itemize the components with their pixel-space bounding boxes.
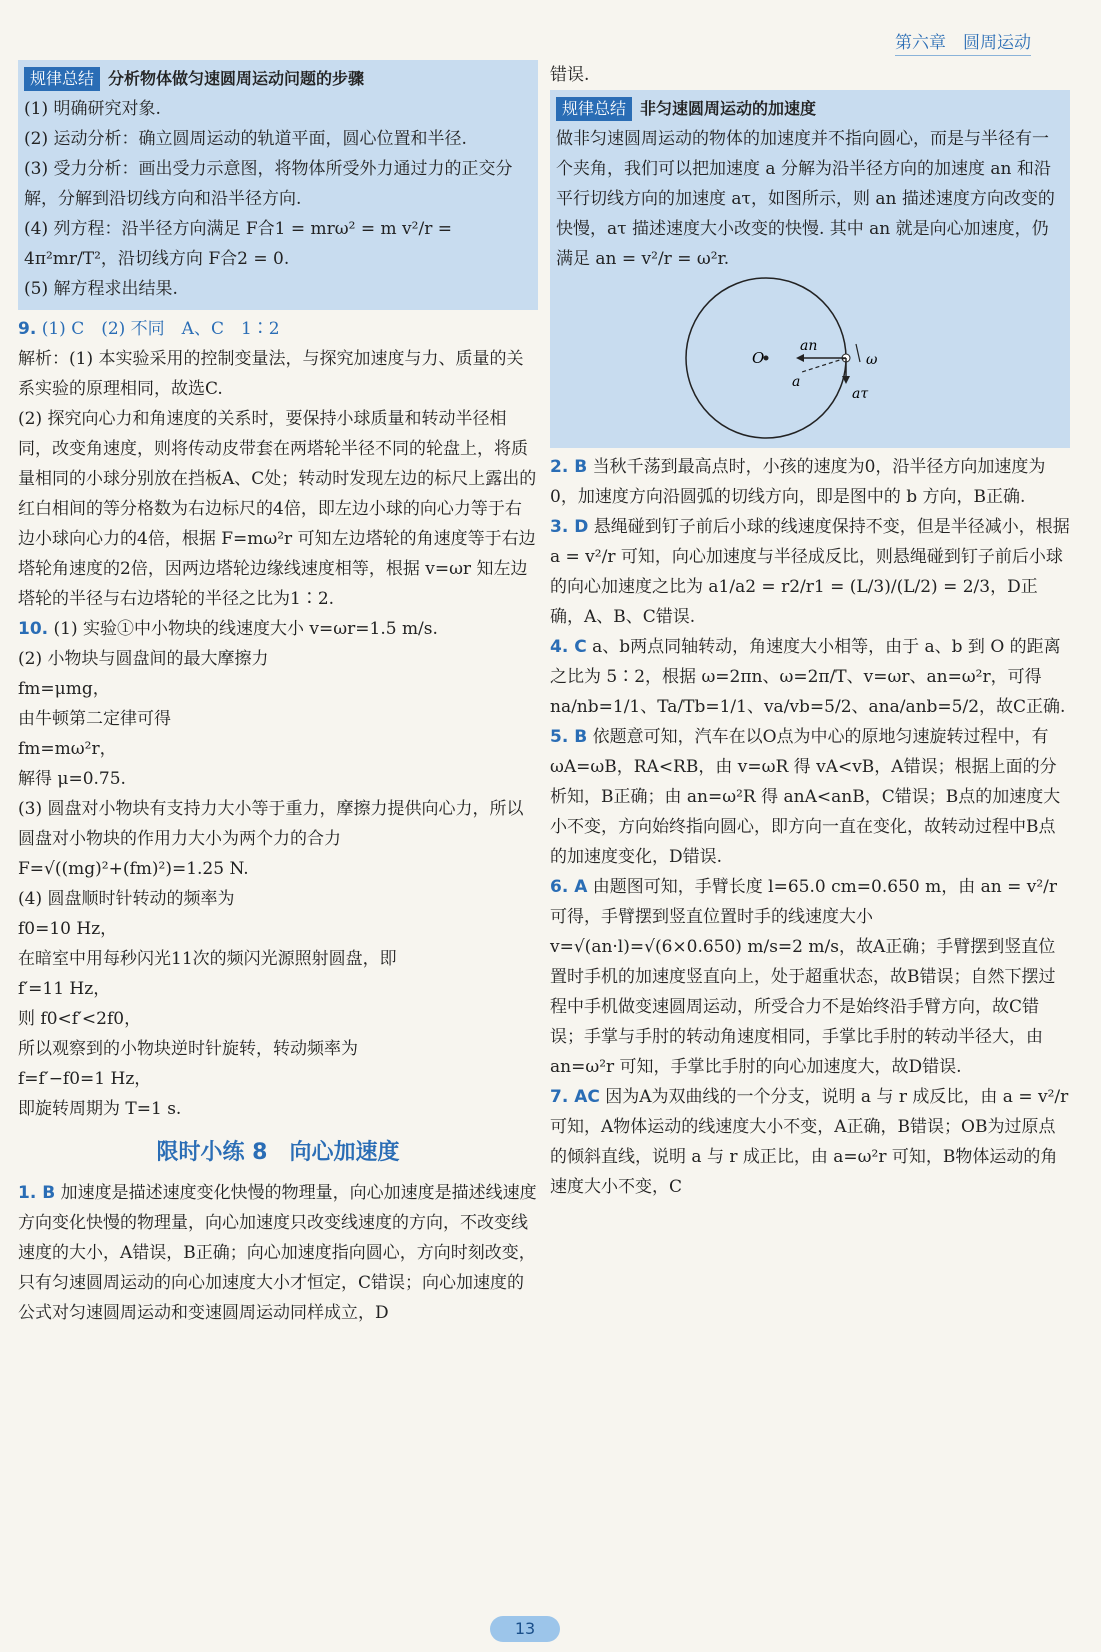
acceleration-diagram [556, 274, 1056, 442]
answer-item-number: 4. C [550, 637, 587, 657]
section-answer-1-number: 1. B [18, 1183, 56, 1203]
answer-9-explanation: 解析：(1) 本实验采用的控制变量法，与探究加速度与力、质量的关系实验的原理相同，故选C. [18, 349, 524, 399]
summary-line: (5) 解方程求出结果. [24, 279, 178, 299]
answer-10-line: 由牛顿第二定律可得 [18, 709, 171, 729]
answer-item [550, 632, 1070, 722]
summary-title: 非匀速圆周运动的加速度 [640, 99, 817, 118]
label-at: aτ [852, 386, 869, 402]
answer-item-text: 依题意可知，汽车在以O点为中心的原地匀速旋转过程中，有 ωA=ωB，RA<RB，由 v=ωR 得 vA<vB，A错误；根据上面的分析知，B正确；由 an=ω²R 得 anA<anB，C错误；B点的加速度大小不变，方向始终指向圆心，即方向一直在变化，故转动过程中B点的加速度变化，D错误. [550, 727, 1061, 867]
answer-item [550, 722, 1070, 872]
answer-10-number: 10. [18, 619, 49, 639]
answer-10-line: fm=mω²r， [18, 739, 117, 759]
label-omega: ω [866, 352, 878, 368]
answer-item-number: 2. B [550, 457, 588, 477]
section-answer-1-text: 加速度是描述速度变化快慢的物理量，向心加速度是描述线速度方向变化快慢的物理量，向心加速度只改变线速度的方向，不改变线速度的大小，A错误，B正确；向心加速度指向圆心，方向时刻改变，只有匀速圆周运动的向心加速度大小才恒定，C错误；向心加速度的公式对匀速圆周运动和变速圆周运动同样成立，D [18, 1183, 537, 1323]
summary-tag: 规律总结 [24, 67, 100, 91]
answer-10-line: fm=μmg， [18, 679, 110, 699]
answer-item-number: 3. D [550, 517, 589, 537]
summary-tag: 规律总结 [556, 97, 632, 121]
answer-10 [18, 614, 538, 644]
answer-item-text: 因为A为双曲线的一个分支，说明 a 与 r 成反比，由 a = v²/r 可知，A物体运动的线速度大小不变，A正确，B错误；OB为过原点的倾斜直线，说明 a 与 r 成正比，由 a=ω²r 可知，B物体运动的角速度大小不变，C [550, 1087, 1069, 1197]
an-arrowhead [796, 354, 804, 362]
answer-item-text: 当秋千荡到最高点时，小孩的速度为0，沿半径方向加速度为0，加速度方向沿圆弧的切线方向，即是图中的 b 方向，B正确. [550, 457, 1046, 507]
answer-item [550, 512, 1070, 632]
answer-10-line: 解得 μ=0.75. [18, 769, 126, 789]
answer-item [550, 872, 1070, 1082]
answer-10-line: 即旋转周期为 T=1 s. [18, 1099, 182, 1119]
answer-9-explanation: (2) 探究向心力和角速度的关系时，要保持小球质量和转动半径相同，改变角速度，则将传动皮带套在两塔轮半径不同的轮盘上，将质量相同的小球分别放在挡板A、C处；转动时发现左边的标尺上露出的红白相间的等分格数为右边标尺的4倍，即左边小球的向心力等于右边小球向心力的4倍，根据 F=mω²r 可知左边塔轮的角速度等于右边塔轮角速度的2倍，因两边塔轮边缘线速度相等，根据 v=ωr 知左边塔轮的半径与右边塔轮的半径之比为1∶2. [18, 409, 537, 609]
answer-item-text: 由题图可知，手臂长度 l=65.0 cm=0.650 m，由 an = v²/r 可得，手臂摆到竖直位置时手的线速度大小 v=√(an·l)=√(6×0.650) m/s=2 m/s，故A正确；手臂摆到竖直位置时手机的加速度竖直向上，处于超重状态，故B错误；自然下摆过程中手机做变速圆周运动，所受合力不是始终沿手臂方向，故C错误；手掌与手肘的转动角速度相同，手掌比手肘的转动半径大，由 an=ω²r 可知，手掌比手肘的向心加速度大，故D错误. [550, 877, 1058, 1077]
page-number: 13 [490, 1616, 560, 1642]
answer-10-line: f=f′−f0=1 Hz， [18, 1069, 152, 1089]
label-o: O [752, 349, 765, 367]
answer-10-line: (2) 小物块与圆盘间的最大摩擦力 [18, 649, 269, 669]
answer-10-line: 在暗室中用每秒闪光11次的频闪光源照射圆盘，即 [18, 949, 397, 969]
left-column [18, 60, 538, 1328]
summary-line: (2) 运动分析：确立圆周运动的轨道平面，圆心位置和半径. [24, 129, 467, 149]
answer-10-line: (4) 圆盘顺时针转动的频率为 [18, 889, 235, 909]
answer-9-key: (1) C (2) 不同 A、C 1∶2 [41, 319, 280, 339]
answer-item-number: 5. B [550, 727, 588, 747]
summary-line: (1) 明确研究对象. [24, 99, 161, 119]
answer-item-number: 7. AC [550, 1087, 600, 1107]
answer-item [550, 452, 1070, 512]
answer-item-text: a、b两点同轴转动，角速度大小相等，由于 a、b 到 O 的距离之比为 5∶2，根据 ω=2πn、ω=2π/T、v=ωr、an=ω²r，可得 na/nb=1/1、Ta/Tb=1/1、va/vb=5/2、ana/anb=5/2，故C正确. [550, 637, 1066, 717]
rotation-arrow [856, 344, 860, 362]
continued-text: 错误. [550, 65, 590, 85]
answer-9 [18, 314, 538, 344]
summary-title: 分析物体做匀速圆周运动问题的步骤 [108, 69, 365, 88]
section-answer-1 [18, 1178, 538, 1328]
a-vector [802, 358, 846, 372]
answer-10-line: 所以观察到的小物块逆时针旋转，转动频率为 [18, 1039, 358, 1059]
summary-box-left [18, 60, 538, 310]
circle-figure [556, 274, 1064, 442]
answer-item-number: 6. A [550, 877, 588, 897]
answer-10-line: f′=11 Hz， [18, 979, 111, 999]
answer-10-line: (3) 圆盘对小物块有支持力大小等于重力，摩擦力提供向心力，所以圆盘对小物块的作用力大小为两个力的合力 [18, 799, 524, 849]
summary-line: (3) 受力分析：画出受力示意图，将物体所受外力通过力的正交分解，分解到沿切线方向和沿半径方向. [24, 159, 513, 209]
chapter-header: 第六章 圆周运动 [895, 28, 1031, 56]
summary-box-left-header [24, 64, 532, 94]
summary-text: 做非匀速圆周运动的物体的加速度并不指向圆心，而是与半径有一个夹角，我们可以把加速度 a 分解为沿半径方向的加速度 an 和沿平行切线方向的加速度 aτ，如图所示，则 an 描述速度方向改变的快慢，aτ 描述速度大小改变的快慢. 其中 an 就是向心加速度，仍满足 an = v²/r = ω²r. [556, 129, 1055, 269]
label-a: a [792, 374, 801, 390]
summary-box-right-header [556, 94, 1064, 124]
answer-10-line: 则 f0<f′<2f0， [18, 1009, 142, 1029]
answer-item [550, 1082, 1070, 1202]
answer-item-text: 悬绳碰到钉子前后小球的线速度保持不变，但是半径减小，根据 a = v²/r 可知，向心加速度与半径成反比，则悬绳碰到钉子前后小球的向心加速度之比为 a1/a2 = r2/r1 = (L/3)/(L/2) = 2/3，D正确，A、B、C错误. [550, 517, 1070, 627]
right-column [550, 60, 1070, 1202]
answer-9-number: 9. [18, 319, 37, 339]
answer-10-line: (1) 实验①中小物块的线速度大小 v=ωr=1.5 m/s. [53, 619, 438, 639]
answer-10-line: F=√((mg)²+(fm)²)=1.25 N. [18, 859, 249, 879]
section-title: 限时小练 8 向心加速度 [156, 1140, 400, 1165]
summary-box-right [550, 90, 1070, 448]
label-an: an [800, 338, 818, 354]
summary-line: (4) 列方程：沿半径方向满足 F合1 = mrω² = m v²/r = 4π²mr/T²，沿切线方向 F合2 = 0. [24, 219, 452, 269]
answer-10-line: f0=10 Hz， [18, 919, 118, 939]
